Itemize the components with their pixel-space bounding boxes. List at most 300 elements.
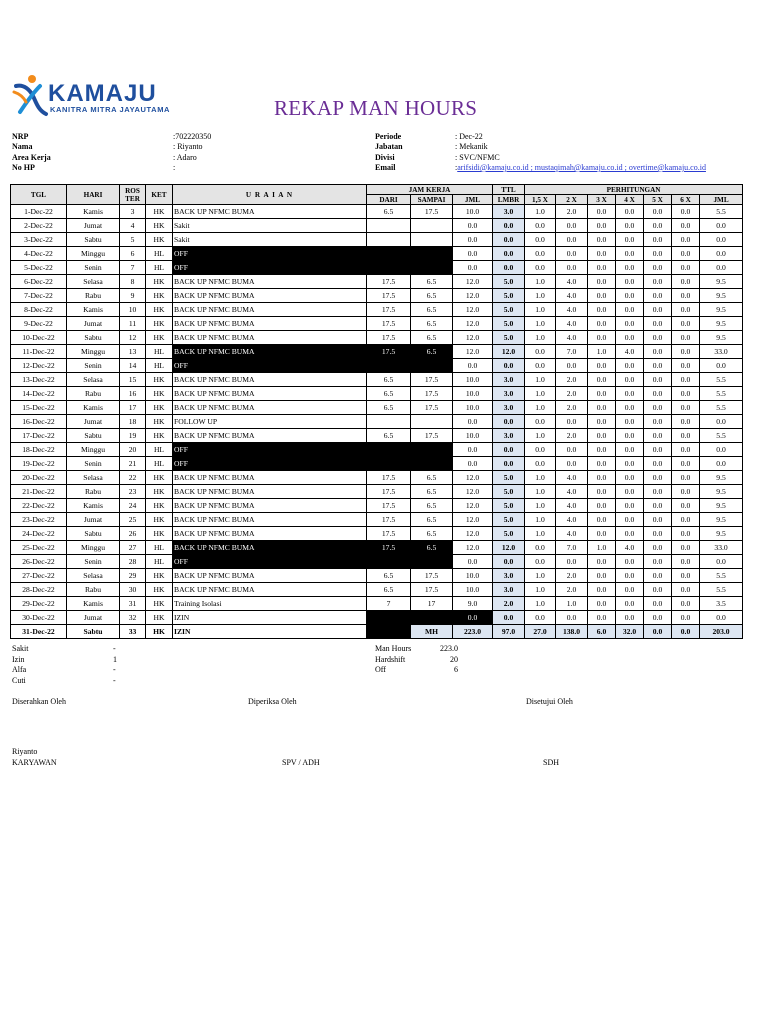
hardshift-value: 20 (450, 654, 458, 664)
cell-3x: 0.0 (588, 303, 616, 317)
cell-tgl: 3-Dec-22 (11, 233, 67, 247)
diserahkan-label: Diserahkan Oleh (12, 697, 66, 706)
cell-ket: HL (146, 541, 173, 555)
cell-4x: 0.0 (616, 527, 644, 541)
cell-6x: 0.0 (672, 247, 700, 261)
logo-wordmark: KAMAJU (48, 80, 157, 107)
cell-roster: 26 (120, 527, 146, 541)
cell-3x: 0.0 (588, 555, 616, 569)
cell-sampai: 17.5 (411, 569, 453, 583)
cell-2x: 7.0 (556, 345, 588, 359)
cell-hari: Selasa (67, 471, 120, 485)
cell-ket: HK (146, 625, 173, 639)
cell-ket: HL (146, 261, 173, 275)
col-hari: HARI (67, 185, 120, 205)
table-row (11, 359, 743, 373)
cell-3x: 0.0 (588, 373, 616, 387)
cell-uraian: OFF (173, 261, 367, 275)
cell-jml-total: 5.5 (700, 205, 743, 219)
cell-hari: Selasa (67, 373, 120, 387)
cell-2x: 0.0 (556, 611, 588, 625)
cell-5x: 0.0 (644, 485, 672, 499)
cell-2x: 2.0 (556, 401, 588, 415)
cell-ket: HK (146, 317, 173, 331)
cell-1-5x: 1.0 (525, 569, 556, 583)
cell-sampai (411, 359, 453, 373)
table-row (11, 485, 743, 499)
cell-5x: 0.0 (644, 261, 672, 275)
cell-lmbr: 5.0 (493, 317, 525, 331)
cell-2x: 0.0 (556, 233, 588, 247)
cell-4x: 0.0 (616, 359, 644, 373)
cell-hari: Kamis (67, 499, 120, 513)
col-4x: 4 X (616, 195, 644, 205)
cell-6x-total: 0.0 (672, 625, 700, 639)
cell-3x: 0.0 (588, 527, 616, 541)
cell-3x: 0.0 (588, 429, 616, 443)
man-hours-table (10, 184, 743, 639)
cell-jml: 9.0 (453, 597, 493, 611)
cell-dari: 7 (367, 597, 411, 611)
man-hours-value: 223.0 (440, 644, 458, 653)
periode-value: : Dec-22 (455, 132, 483, 141)
cell-hari: Kamis (67, 205, 120, 219)
cell-ket: HK (146, 415, 173, 429)
cell-uraian: BACK UP NFMC BUMA (173, 275, 367, 289)
cell-jml-total: 0.0 (700, 359, 743, 373)
cell-roster: 3 (120, 205, 146, 219)
cell-3x: 0.0 (588, 415, 616, 429)
table-row (11, 261, 743, 275)
cell-6x: 0.0 (672, 583, 700, 597)
cell-hari: Minggu (67, 345, 120, 359)
cell-lmbr: 3.0 (493, 583, 525, 597)
cell-4x: 0.0 (616, 317, 644, 331)
cell-jml: 0.0 (453, 261, 493, 275)
karyawan-label: KARYAWAN (12, 758, 57, 767)
cell-tgl: 13-Dec-22 (11, 373, 67, 387)
cell-jml: 12.0 (453, 471, 493, 485)
cell-jml-total: 9.5 (700, 527, 743, 541)
cell-ket: HK (146, 219, 173, 233)
cell-5x-total: 0.0 (644, 625, 672, 639)
cell-dari (367, 261, 411, 275)
table-row (11, 583, 743, 597)
table-row (11, 303, 743, 317)
cell-lmbr: 0.0 (493, 443, 525, 457)
cell-dari: 6.5 (367, 429, 411, 443)
cell-sampai (411, 219, 453, 233)
cell-2x: 0.0 (556, 443, 588, 457)
table-row (11, 289, 743, 303)
cell-4x: 0.0 (616, 611, 644, 625)
cell-4x: 4.0 (616, 345, 644, 359)
cell-jml: 12.0 (453, 541, 493, 555)
cell-6x: 0.0 (672, 499, 700, 513)
cell-roster: 11 (120, 317, 146, 331)
col-sampai: SAMPAI (411, 195, 453, 205)
cell-5x: 0.0 (644, 345, 672, 359)
cell-2x: 4.0 (556, 275, 588, 289)
cell-sampai: 6.5 (411, 303, 453, 317)
table-row (11, 555, 743, 569)
cell-hari: Sabtu (67, 625, 120, 639)
cell-roster: 30 (120, 583, 146, 597)
table-row (11, 499, 743, 513)
cell-5x: 0.0 (644, 555, 672, 569)
cell-lmbr: 3.0 (493, 569, 525, 583)
cell-5x: 0.0 (644, 387, 672, 401)
nama-label: Nama (12, 142, 33, 152)
cell-3x: 0.0 (588, 317, 616, 331)
cell-3x: 0.0 (588, 233, 616, 247)
cell-tgl: 8-Dec-22 (11, 303, 67, 317)
cell-6x: 0.0 (672, 303, 700, 317)
cell-jml-total: 9.5 (700, 499, 743, 513)
cell-3x: 0.0 (588, 597, 616, 611)
cell-1-5x-total: 27.0 (525, 625, 556, 639)
cell-1-5x: 1.0 (525, 275, 556, 289)
cell-2x: 2.0 (556, 429, 588, 443)
cell-tgl: 26-Dec-22 (11, 555, 67, 569)
cell-lmbr: 0.0 (493, 261, 525, 275)
cell-uraian: BACK UP NFMC BUMA (173, 205, 367, 219)
cell-jml: 12.0 (453, 303, 493, 317)
cell-2x: 4.0 (556, 303, 588, 317)
cell-jml-total: 5.5 (700, 373, 743, 387)
cell-lmbr: 5.0 (493, 289, 525, 303)
cell-dari: 17.5 (367, 471, 411, 485)
cell-jml: 12.0 (453, 289, 493, 303)
cell-ket: HK (146, 499, 173, 513)
cell-5x: 0.0 (644, 219, 672, 233)
table-row (11, 275, 743, 289)
cell-4x: 0.0 (616, 597, 644, 611)
col-3x: 3 X (588, 195, 616, 205)
cell-roster: 6 (120, 247, 146, 261)
cell-roster: 19 (120, 429, 146, 443)
cell-jml: 0.0 (453, 233, 493, 247)
cell-ket: HK (146, 471, 173, 485)
cell-2x: 0.0 (556, 555, 588, 569)
cell-ket: HK (146, 275, 173, 289)
email-link[interactable]: arifsidi@kamaju.co.id ; mustaqimah@kamaju.co.id ; overtime@kamaju.co.id (457, 162, 706, 172)
cell-ket: HL (146, 247, 173, 261)
cell-3x: 0.0 (588, 569, 616, 583)
off-label: Off (375, 665, 386, 675)
nrp-value: :702220350 (173, 132, 212, 141)
cell-sampai (411, 261, 453, 275)
cell-roster: 27 (120, 541, 146, 555)
cell-2x: 4.0 (556, 527, 588, 541)
cell-dari (367, 443, 411, 457)
cell-jml: 10.0 (453, 429, 493, 443)
cell-jml-total: 9.5 (700, 303, 743, 317)
cell-ket: HL (146, 443, 173, 457)
cell-3x: 0.0 (588, 247, 616, 261)
cell-tgl: 14-Dec-22 (11, 387, 67, 401)
cell-jml-total: 5.5 (700, 429, 743, 443)
cell-hari: Sabtu (67, 331, 120, 345)
cell-hari: Senin (67, 555, 120, 569)
cell-1-5x: 0.0 (525, 555, 556, 569)
col-2x: 2 X (556, 195, 588, 205)
cell-1-5x: 1.0 (525, 401, 556, 415)
cell-hari: Jumat (67, 317, 120, 331)
cell-roster: 18 (120, 415, 146, 429)
cell-jml-total: 9.5 (700, 485, 743, 499)
cell-3x: 0.0 (588, 261, 616, 275)
cell-dari (367, 415, 411, 429)
periode-label: Periode (375, 132, 402, 141)
divisi-label: Divisi (375, 152, 395, 162)
cell-1-5x: 1.0 (525, 597, 556, 611)
alfa-value: - (113, 665, 116, 675)
cell-3x: 0.0 (588, 611, 616, 625)
cell-ket: HK (146, 429, 173, 443)
cell-sampai: 17.5 (411, 583, 453, 597)
cell-ket: HK (146, 583, 173, 597)
cell-sampai: 6.5 (411, 499, 453, 513)
cell-roster: 15 (120, 373, 146, 387)
cell-3x: 0.0 (588, 499, 616, 513)
cell-2x: 2.0 (556, 205, 588, 219)
cell-lmbr: 0.0 (493, 359, 525, 373)
cell-lmbr: 5.0 (493, 485, 525, 499)
cell-1-5x: 1.0 (525, 583, 556, 597)
cell-3x: 1.0 (588, 345, 616, 359)
col-5x: 5 X (644, 195, 672, 205)
nrp-label: NRP (12, 132, 29, 141)
table-row (11, 205, 743, 219)
cell-tgl: 15-Dec-22 (11, 401, 67, 415)
cell-ket: HK (146, 527, 173, 541)
cell-hari: Senin (67, 457, 120, 471)
table-row (11, 597, 743, 611)
table-body (11, 205, 743, 625)
cell-4x: 0.0 (616, 513, 644, 527)
cell-2x: 4.0 (556, 499, 588, 513)
cell-hari: Kamis (67, 401, 120, 415)
col-ket: KET (146, 185, 173, 205)
cell-lmbr-total: 97.0 (493, 625, 525, 639)
diperiksa-label: Diperiksa Oleh (248, 697, 297, 706)
cell-sampai (411, 611, 453, 625)
cell-2x: 0.0 (556, 247, 588, 261)
cell-ket: HK (146, 569, 173, 583)
cell-sampai: 6.5 (411, 317, 453, 331)
cell-2x: 2.0 (556, 373, 588, 387)
cell-uraian: BACK UP NFMC BUMA (173, 583, 367, 597)
cell-2x: 2.0 (556, 569, 588, 583)
cell-5x: 0.0 (644, 275, 672, 289)
cell-3x: 0.0 (588, 205, 616, 219)
cell-4x: 0.0 (616, 555, 644, 569)
cell-sampai: 6.5 (411, 527, 453, 541)
cell-uraian: IZIN (173, 611, 367, 625)
cell-5x: 0.0 (644, 513, 672, 527)
cell-6x: 0.0 (672, 415, 700, 429)
cell-4x: 0.0 (616, 289, 644, 303)
cell-uraian: OFF (173, 555, 367, 569)
cell-sampai: 6.5 (411, 289, 453, 303)
cell-ket: HK (146, 611, 173, 625)
cell-2x: 2.0 (556, 387, 588, 401)
cell-uraian: OFF (173, 457, 367, 471)
cell-6x: 0.0 (672, 569, 700, 583)
cell-dari (367, 219, 411, 233)
info-left-values (173, 132, 211, 173)
cell-tgl: 9-Dec-22 (11, 317, 67, 331)
cell-dari: 17.5 (367, 289, 411, 303)
cell-jml-total: 0.0 (700, 457, 743, 471)
cell-tgl: 10-Dec-22 (11, 331, 67, 345)
cell-5x: 0.0 (644, 597, 672, 611)
cell-5x: 0.0 (644, 247, 672, 261)
cell-tgl: 11-Dec-22 (11, 345, 67, 359)
cell-5x: 0.0 (644, 359, 672, 373)
nohp-label: No HP (12, 162, 35, 172)
summary-left-labels (12, 644, 28, 686)
cell-4x: 0.0 (616, 429, 644, 443)
cell-3x: 0.0 (588, 513, 616, 527)
summary-left-values (113, 644, 117, 686)
cell-jml-total: 3.5 (700, 597, 743, 611)
cell-4x-total: 32.0 (616, 625, 644, 639)
cell-6x: 0.0 (672, 359, 700, 373)
cell-4x: 0.0 (616, 261, 644, 275)
spv-label: SPV / ADH (282, 758, 320, 767)
cell-dari: 6.5 (367, 583, 411, 597)
cell-hari: Senin (67, 261, 120, 275)
cell-5x: 0.0 (644, 457, 672, 471)
hardshift-label: Hardshift (375, 654, 406, 664)
cell-1-5x: 1.0 (525, 387, 556, 401)
area-value: : Adaro (173, 152, 197, 162)
cell-sampai (411, 443, 453, 457)
cell-1-5x: 1.0 (525, 303, 556, 317)
cell-jml-total: 0.0 (700, 261, 743, 275)
cell-roster: 5 (120, 233, 146, 247)
cell-tgl: 27-Dec-22 (11, 569, 67, 583)
cell-hari: Kamis (67, 597, 120, 611)
table-row (11, 611, 743, 625)
cell-sampai: 6.5 (411, 541, 453, 555)
cell-ket: HK (146, 401, 173, 415)
cell-roster: 14 (120, 359, 146, 373)
cell-jml: 10.0 (453, 387, 493, 401)
cell-lmbr: 5.0 (493, 331, 525, 345)
cell-2x: 0.0 (556, 457, 588, 471)
cell-ket: HK (146, 289, 173, 303)
cell-4x: 0.0 (616, 583, 644, 597)
cell-4x: 0.0 (616, 499, 644, 513)
cell-3x: 0.0 (588, 457, 616, 471)
cell-1-5x: 1.0 (525, 373, 556, 387)
sakit-label: Sakit (12, 644, 29, 653)
nohp-value: : (173, 162, 176, 172)
cell-ket: HK (146, 303, 173, 317)
cell-jml-total: 33.0 (700, 345, 743, 359)
email-label: Email (375, 162, 396, 172)
cell-sampai (411, 233, 453, 247)
cell-4x: 0.0 (616, 485, 644, 499)
cell-sampai (411, 555, 453, 569)
cell-1-5x: 0.0 (525, 233, 556, 247)
cell-roster: 8 (120, 275, 146, 289)
cell-1-5x: 0.0 (525, 541, 556, 555)
cell-tgl: 7-Dec-22 (11, 289, 67, 303)
cell-dari: 17.5 (367, 345, 411, 359)
cell-6x: 0.0 (672, 429, 700, 443)
cell-6x: 0.0 (672, 527, 700, 541)
cell-jml: 0.0 (453, 359, 493, 373)
cell-5x: 0.0 (644, 583, 672, 597)
col-jam-kerja: JAM KERJA (367, 185, 493, 195)
cell-3x: 0.0 (588, 583, 616, 597)
cell-dari: 17.5 (367, 303, 411, 317)
cell-sampai: 17.5 (411, 387, 453, 401)
cell-1-5x: 0.0 (525, 611, 556, 625)
cell-ket: HK (146, 205, 173, 219)
cell-lmbr: 3.0 (493, 373, 525, 387)
cell-3x: 1.0 (588, 541, 616, 555)
cell-6x: 0.0 (672, 275, 700, 289)
cell-4x: 0.0 (616, 401, 644, 415)
cell-tgl: 22-Dec-22 (11, 499, 67, 513)
cell-lmbr: 5.0 (493, 303, 525, 317)
cell-4x: 0.0 (616, 303, 644, 317)
cell-roster: 28 (120, 555, 146, 569)
cell-hari: Senin (67, 359, 120, 373)
cell-ket: HK (146, 485, 173, 499)
cell-1-5x: 1.0 (525, 513, 556, 527)
col-uraian: U R A I A N (173, 185, 367, 205)
cell-sampai: 6.5 (411, 513, 453, 527)
cell-jml-total: 0.0 (700, 443, 743, 457)
cell-6x: 0.0 (672, 555, 700, 569)
cell-hari: Kamis (67, 303, 120, 317)
cell-1-5x: 0.0 (525, 345, 556, 359)
cell-2x: 0.0 (556, 359, 588, 373)
cell-dari: 17.5 (367, 485, 411, 499)
cell-ket: HK (146, 233, 173, 247)
cell-5x: 0.0 (644, 499, 672, 513)
cell-jml: 0.0 (453, 415, 493, 429)
cell-sampai: 6.5 (411, 275, 453, 289)
cell-6x: 0.0 (672, 597, 700, 611)
cell-6x: 0.0 (672, 317, 700, 331)
cell-uraian: BACK UP NFMC BUMA (173, 499, 367, 513)
cell-ket: HK (146, 331, 173, 345)
cell-5x: 0.0 (644, 289, 672, 303)
cell-jml: 12.0 (453, 499, 493, 513)
cell-roster: 25 (120, 513, 146, 527)
table-row (11, 457, 743, 471)
cell-hari: Rabu (67, 387, 120, 401)
cell-dari (367, 359, 411, 373)
izin-value: 1 (113, 654, 117, 664)
cell-uraian: IZIN (173, 625, 367, 639)
col-dari: DARI (367, 195, 411, 205)
cell-jml-total: 5.5 (700, 569, 743, 583)
col-jml: JML (453, 195, 493, 205)
sdh-label: SDH (543, 758, 560, 767)
cell-ket: HK (146, 373, 173, 387)
cell-5x: 0.0 (644, 401, 672, 415)
cell-6x: 0.0 (672, 289, 700, 303)
cell-lmbr: 0.0 (493, 219, 525, 233)
